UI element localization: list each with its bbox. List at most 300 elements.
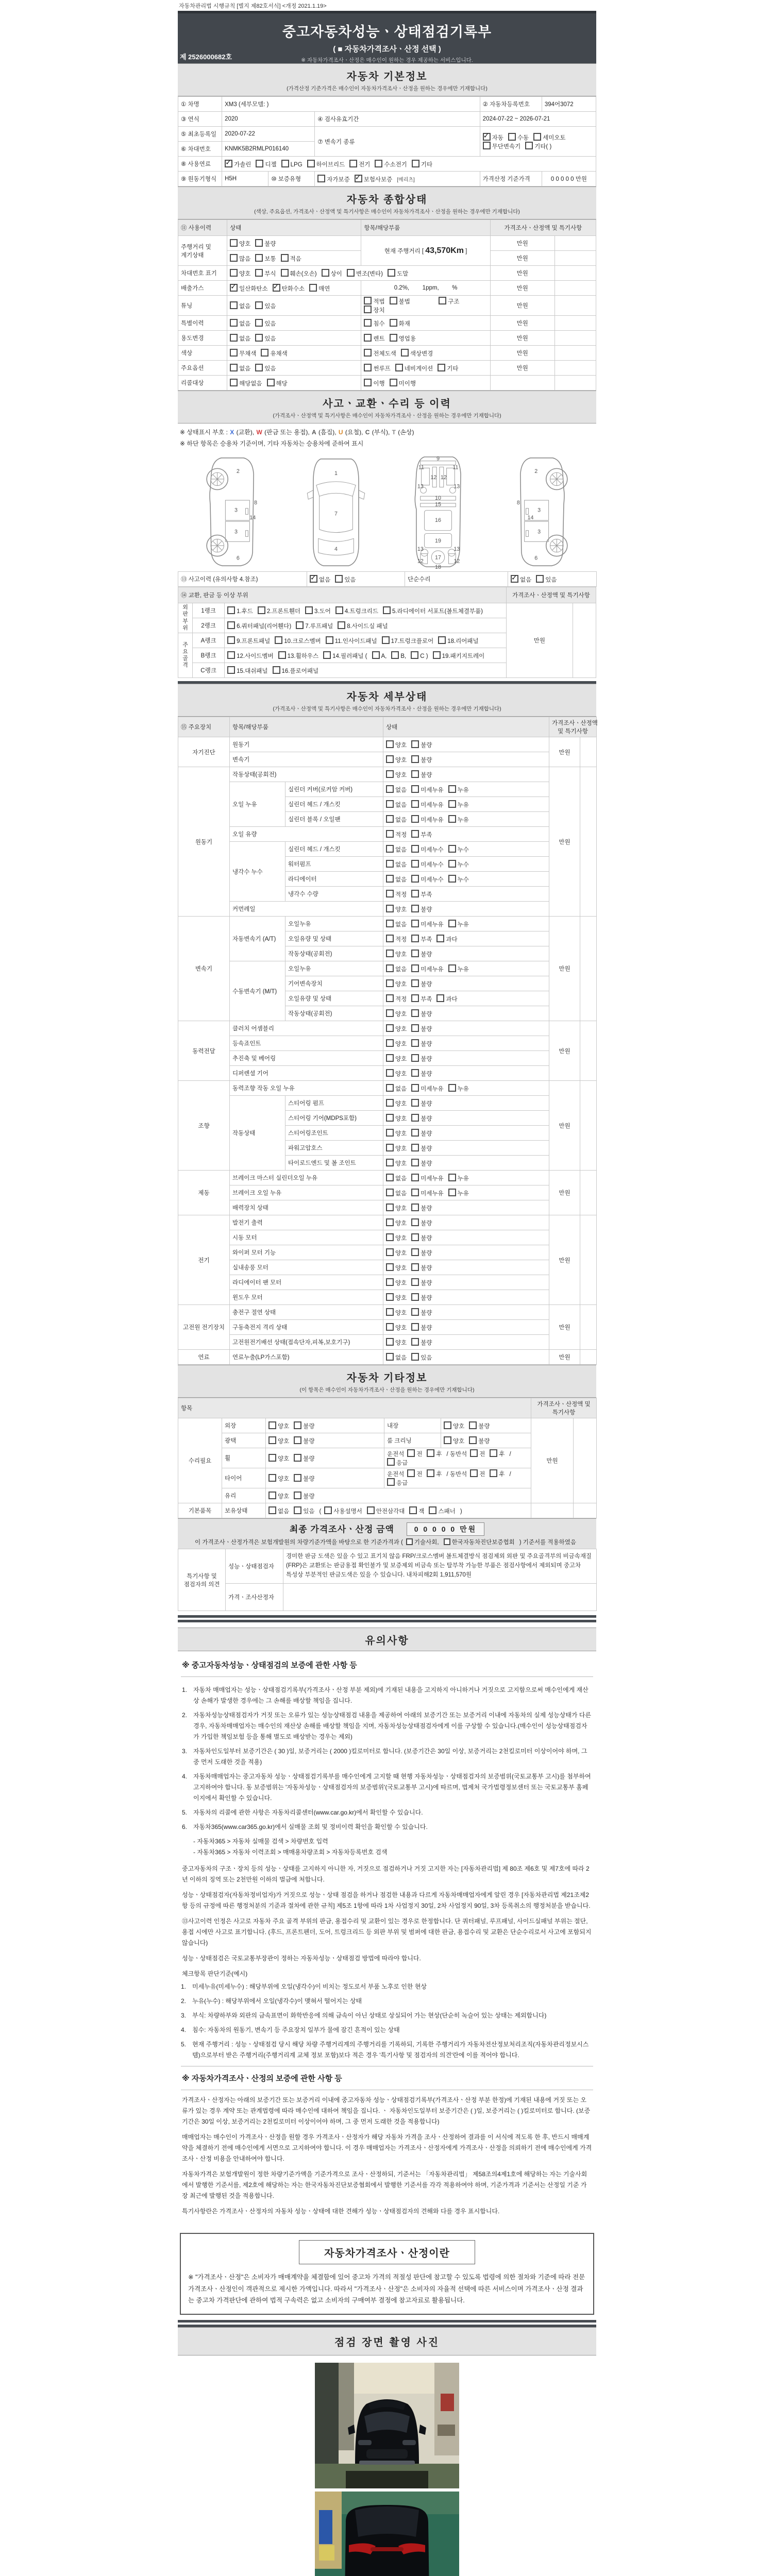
checkbox-option[interactable] [255,364,276,372]
checkbox-option[interactable] [411,1144,432,1153]
checkbox-checked-icon[interactable] [355,175,362,182]
checkbox-icon[interactable] [411,860,419,868]
checkbox-option[interactable] [411,1189,443,1197]
checkbox-icon[interactable] [386,1338,394,1346]
checkbox-icon[interactable] [448,964,456,972]
checkbox-icon[interactable] [386,1189,394,1196]
checkbox-icon[interactable] [347,269,355,277]
checkbox-option[interactable] [448,860,469,869]
checkbox-icon[interactable] [294,1492,301,1499]
checkbox-option[interactable] [307,160,345,168]
checkbox-checked-icon[interactable] [310,575,317,583]
checkbox-icon[interactable] [364,319,372,327]
checkbox-option[interactable] [411,1293,432,1302]
checkbox-option[interactable] [386,785,407,794]
checkbox-icon[interactable] [386,785,394,793]
checkbox-option[interactable] [230,334,250,343]
checkbox-icon[interactable] [278,651,286,659]
checkbox-icon[interactable] [448,875,456,883]
checkbox-icon[interactable] [323,651,331,659]
checkbox-option[interactable] [230,269,250,278]
checkbox-option[interactable] [483,142,521,150]
checkbox-option[interactable] [386,905,407,913]
checkbox-icon[interactable] [490,1449,497,1457]
checkbox-icon[interactable] [411,1263,419,1271]
checkbox-icon[interactable] [469,1421,477,1429]
checkbox-option[interactable] [511,575,531,584]
checkbox-option[interactable] [411,1174,443,1182]
checkbox-icon[interactable] [227,651,235,659]
checkbox-option[interactable] [294,1506,314,1515]
checkbox-icon[interactable] [294,1421,301,1429]
checkbox-option[interactable] [268,1506,289,1515]
checkbox-icon[interactable] [375,160,382,167]
checkbox-icon[interactable] [411,815,419,823]
checkbox-option[interactable] [411,830,432,839]
checkbox-icon[interactable] [411,800,419,808]
checkbox-icon[interactable] [411,1248,419,1256]
checkbox-icon[interactable] [364,379,372,386]
checkbox-option[interactable] [436,994,457,1003]
checkbox-option[interactable] [438,636,478,645]
checkbox-icon[interactable] [390,297,397,304]
checkbox-icon[interactable] [444,1421,451,1429]
checkbox-icon[interactable] [411,994,419,1002]
checkbox-icon[interactable] [386,950,394,957]
checkbox-icon[interactable] [411,890,419,897]
checkbox-icon[interactable] [411,1189,419,1196]
checkbox-option[interactable] [390,319,410,328]
checkbox-option[interactable] [411,994,432,1003]
checkbox-option[interactable] [386,964,407,973]
checkbox-option[interactable] [281,160,303,168]
checkbox-icon[interactable] [267,379,275,386]
checkbox-icon[interactable] [438,636,446,644]
checkbox-icon[interactable] [386,964,394,972]
checkbox-icon[interactable] [386,1218,394,1226]
checkbox-option[interactable] [386,1233,407,1242]
checkbox-option[interactable] [411,1024,432,1033]
checkbox-icon[interactable] [261,349,268,357]
checkbox-option[interactable] [386,1263,407,1272]
checkbox-icon[interactable] [411,845,419,853]
checkbox-option[interactable] [258,606,300,615]
checkbox-option[interactable] [386,1054,407,1063]
checkbox-option[interactable] [386,1189,407,1197]
checkbox-option[interactable] [390,379,416,387]
checkbox-icon[interactable] [411,1218,419,1226]
checkbox-option[interactable] [386,935,407,943]
checkbox-icon[interactable] [386,875,394,883]
checkbox-icon[interactable] [364,364,372,371]
checkbox-option[interactable] [372,651,387,659]
checkbox-icon[interactable] [256,160,263,167]
checkbox-icon[interactable] [411,1054,419,1062]
checkbox-option[interactable] [335,606,378,615]
checkbox-icon[interactable] [364,306,372,313]
checkbox-option[interactable] [411,1114,432,1123]
checkbox-option[interactable] [255,319,276,328]
checkbox-option[interactable] [324,1506,362,1515]
checkbox-option[interactable] [261,349,287,358]
checkbox-option[interactable] [386,920,407,928]
checkbox-option[interactable] [364,364,390,372]
checkbox-option[interactable] [395,364,433,372]
checkbox-icon[interactable] [448,920,456,927]
checkbox-option[interactable] [436,935,457,943]
checkbox-icon[interactable] [386,830,394,838]
checkbox-icon[interactable] [412,160,419,167]
checkbox-option[interactable] [386,994,407,1003]
checkbox-icon[interactable] [411,1039,419,1047]
checkbox-option[interactable] [294,1454,314,1463]
checkbox-option[interactable] [275,636,321,645]
checkbox-option[interactable] [406,1538,439,1546]
checkbox-icon[interactable] [230,349,238,357]
checkbox-icon[interactable] [411,740,419,748]
checkbox-option[interactable] [268,1454,289,1463]
checkbox-option[interactable] [225,160,251,168]
checkbox-option[interactable] [411,1039,432,1048]
checkbox-icon[interactable] [409,1506,417,1514]
checkbox-option[interactable] [386,1039,407,1048]
checkbox-option[interactable] [383,606,483,615]
checkbox-icon[interactable] [367,1506,375,1514]
checkbox-icon[interactable] [448,860,456,868]
checkbox-icon[interactable] [411,1233,419,1241]
checkbox-icon[interactable] [390,319,397,327]
checkbox-option[interactable] [230,349,256,358]
checkbox-icon[interactable] [411,1114,419,1122]
checkbox-option[interactable] [444,1538,515,1546]
checkbox-option[interactable] [322,269,342,278]
checkbox-option[interactable] [411,1323,432,1332]
checkbox-option[interactable] [411,905,432,913]
checkbox-option[interactable] [281,254,301,263]
checkbox-option[interactable] [386,1129,407,1138]
checkbox-option[interactable] [375,160,407,168]
checkbox-option[interactable] [273,284,305,293]
checkbox-option[interactable] [386,1338,407,1347]
checkbox-option[interactable] [255,254,276,263]
checkbox-icon[interactable] [386,994,394,1002]
checkbox-icon[interactable] [444,1538,450,1545]
checkbox-icon[interactable] [386,979,394,987]
checkbox-icon[interactable] [255,269,263,277]
checkbox-icon[interactable] [427,1469,434,1477]
checkbox-icon[interactable] [294,1506,301,1514]
checkbox-icon[interactable] [388,269,395,277]
checkbox-option[interactable] [386,1114,407,1123]
checkbox-option[interactable] [386,1218,407,1227]
checkbox-icon[interactable] [281,269,289,277]
checkbox-option[interactable] [411,920,443,928]
checkbox-icon[interactable] [386,755,394,763]
checkbox-icon[interactable] [470,1449,478,1457]
checkbox-option[interactable] [386,815,407,824]
checkbox-option[interactable] [427,1469,442,1478]
checkbox-option[interactable] [255,239,276,248]
checkbox-icon[interactable] [364,297,372,304]
checkbox-option[interactable] [364,334,384,343]
checkbox-icon[interactable] [227,636,235,644]
checkbox-icon[interactable] [448,1189,456,1196]
checkbox-icon[interactable] [227,606,235,614]
checkbox-icon[interactable] [230,334,238,342]
checkbox-option[interactable] [411,1353,432,1362]
checkbox-icon[interactable] [433,651,441,659]
checkbox-option[interactable] [386,800,407,809]
checkbox-icon[interactable] [390,379,397,386]
checkbox-icon[interactable] [411,755,419,763]
checkbox-option[interactable] [411,860,443,869]
checkbox-option[interactable] [268,1436,289,1445]
checkbox-option[interactable] [533,133,565,142]
checkbox-option[interactable] [411,1009,432,1018]
checkbox-icon[interactable] [411,920,419,927]
checkbox-icon[interactable] [386,890,394,897]
checkbox-option[interactable] [470,1449,485,1458]
checkbox-icon[interactable] [411,935,419,942]
checkbox-icon[interactable] [525,142,533,149]
checkbox-option[interactable] [310,575,330,584]
checkbox-icon[interactable] [411,830,419,838]
checkbox-icon[interactable] [411,1323,419,1331]
checkbox-option[interactable] [411,1218,432,1227]
checkbox-option[interactable] [294,1492,314,1500]
checkbox-icon[interactable] [508,133,516,141]
checkbox-icon[interactable] [230,319,238,327]
checkbox-icon[interactable] [338,621,345,629]
checkbox-icon[interactable] [386,1144,394,1151]
checkbox-option[interactable] [386,1174,407,1182]
checkbox-checked-icon[interactable] [511,575,518,583]
checkbox-icon[interactable] [230,379,238,386]
checkbox-icon[interactable] [386,1069,394,1077]
checkbox-option[interactable] [386,1323,407,1332]
checkbox-icon[interactable] [439,297,446,304]
checkbox-icon[interactable] [386,1204,394,1211]
checkbox-option[interactable] [294,1474,314,1483]
checkbox-icon[interactable] [429,1506,436,1514]
checkbox-option[interactable] [386,845,407,854]
checkbox-icon[interactable] [411,875,419,883]
checkbox-option[interactable] [433,651,485,660]
checkbox-icon[interactable] [448,815,456,823]
checkbox-icon[interactable] [386,935,394,942]
checkbox-option[interactable] [386,1204,407,1212]
checkbox-option[interactable] [409,1506,424,1515]
checkbox-option[interactable] [448,1174,469,1182]
checkbox-icon[interactable] [296,621,304,629]
checkbox-option[interactable] [364,319,384,328]
checkbox-icon[interactable] [386,1024,394,1032]
checkbox-option[interactable] [386,1084,407,1093]
checkbox-option[interactable] [469,1421,490,1430]
checkbox-option[interactable] [490,1469,505,1478]
checkbox-icon[interactable] [411,1099,419,1107]
checkbox-option[interactable] [230,379,262,387]
checkbox-icon[interactable] [411,905,419,912]
checkbox-icon[interactable] [335,575,343,583]
checkbox-option[interactable] [448,1189,469,1197]
checkbox-option[interactable] [364,297,384,306]
checkbox-icon[interactable] [386,1174,394,1181]
checkbox-option[interactable] [255,334,276,343]
checkbox-option[interactable] [386,1278,407,1287]
checkbox-option[interactable] [411,1263,432,1272]
checkbox-icon[interactable] [386,905,394,912]
checkbox-icon[interactable] [411,979,419,987]
checkbox-icon[interactable] [382,636,390,644]
checkbox-icon[interactable] [411,1353,419,1361]
checkbox-option[interactable] [294,1436,314,1445]
checkbox-icon[interactable] [364,334,372,342]
checkbox-icon[interactable] [407,1469,415,1477]
checkbox-option[interactable] [386,950,407,958]
checkbox-icon[interactable] [427,1449,434,1457]
checkbox-icon[interactable] [411,1159,419,1166]
checkbox-option[interactable] [411,1233,432,1242]
checkbox-icon[interactable] [436,935,444,942]
checkbox-option[interactable] [411,1129,432,1138]
checkbox-icon[interactable] [411,964,419,972]
checkbox-option[interactable] [536,575,557,584]
checkbox-icon[interactable] [411,770,419,778]
checkbox-icon[interactable] [391,651,399,659]
checkbox-icon[interactable] [258,606,265,614]
checkbox-option[interactable] [407,1449,422,1458]
checkbox-icon[interactable] [386,920,394,927]
checkbox-icon[interactable] [387,1478,395,1486]
checkbox-option[interactable] [386,770,407,779]
checkbox-icon[interactable] [268,1492,276,1499]
checkbox-icon[interactable] [386,1129,394,1137]
checkbox-icon[interactable] [411,950,419,957]
checkbox-option[interactable] [438,364,458,372]
checkbox-icon[interactable] [386,1009,394,1017]
checkbox-icon[interactable] [386,1323,394,1331]
checkbox-icon[interactable] [411,1084,419,1092]
checkbox-option[interactable] [326,636,377,645]
checkbox-option[interactable] [230,364,250,372]
checkbox-option[interactable] [411,979,432,988]
checkbox-option[interactable] [386,830,407,839]
checkbox-option[interactable] [429,1506,455,1515]
checkbox-icon[interactable] [281,160,289,167]
checkbox-icon[interactable] [268,1506,276,1514]
checkbox-option[interactable] [390,297,410,306]
checkbox-option[interactable] [388,269,408,278]
checkbox-option[interactable] [386,755,407,764]
checkbox-icon[interactable] [536,575,544,583]
checkbox-option[interactable] [386,1293,407,1302]
checkbox-icon[interactable] [230,239,238,247]
checkbox-option[interactable] [411,1099,432,1108]
checkbox-icon[interactable] [227,666,235,674]
checkbox-icon[interactable] [383,606,391,614]
checkbox-icon[interactable] [386,770,394,778]
checkbox-icon[interactable] [268,1436,276,1444]
checkbox-icon[interactable] [307,160,315,167]
checkbox-icon[interactable] [411,1129,419,1137]
checkbox-option[interactable] [273,666,319,675]
checkbox-icon[interactable] [386,1293,394,1301]
checkbox-icon[interactable] [255,254,263,262]
checkbox-option[interactable] [439,297,459,306]
checkbox-icon[interactable] [411,1174,419,1181]
checkbox-icon[interactable] [411,1069,419,1077]
checkbox-checked-icon[interactable] [225,160,232,167]
checkbox-icon[interactable] [386,1084,394,1092]
checkbox-option[interactable] [387,1458,408,1467]
checkbox-option[interactable] [391,651,406,659]
checkbox-icon[interactable] [411,785,419,793]
checkbox-option[interactable] [390,334,416,343]
checkbox-option[interactable] [448,1084,469,1093]
checkbox-option[interactable] [386,1024,407,1033]
checkbox-option[interactable] [411,815,443,824]
checkbox-icon[interactable] [469,1436,477,1444]
checkbox-option[interactable] [335,575,356,584]
checkbox-icon[interactable] [324,1506,332,1514]
checkbox-option[interactable] [230,239,250,248]
checkbox-option[interactable] [323,651,367,660]
checkbox-icon[interactable] [448,845,456,853]
checkbox-icon[interactable] [411,1338,419,1346]
checkbox-option[interactable] [448,785,469,794]
checkbox-option[interactable] [386,1069,407,1078]
checkbox-option[interactable] [448,964,469,973]
checkbox-option[interactable] [347,269,383,278]
checkbox-option[interactable] [256,160,276,168]
checkbox-icon[interactable] [309,284,317,292]
checkbox-option[interactable] [305,606,331,615]
checkbox-option[interactable] [448,800,469,809]
checkbox-icon[interactable] [406,1538,413,1545]
checkbox-option[interactable] [412,160,432,168]
checkbox-icon[interactable] [411,1009,419,1017]
checkbox-icon[interactable] [448,785,456,793]
checkbox-option[interactable] [386,1099,407,1108]
checkbox-icon[interactable] [335,606,343,614]
checkbox-option[interactable] [230,319,250,328]
checkbox-icon[interactable] [294,1436,301,1444]
checkbox-option[interactable] [411,1338,432,1347]
checkbox-icon[interactable] [255,301,263,309]
checkbox-icon[interactable] [395,364,403,371]
checkbox-option[interactable] [230,284,268,293]
checkbox-option[interactable] [525,142,551,150]
checkbox-option[interactable] [508,133,529,142]
checkbox-option[interactable] [386,1159,407,1167]
checkbox-option[interactable] [386,1308,407,1317]
checkbox-option[interactable] [411,1084,443,1093]
checkbox-icon[interactable] [326,636,333,644]
checkbox-icon[interactable] [386,1278,394,1286]
checkbox-icon[interactable] [255,364,263,371]
checkbox-option[interactable] [448,845,469,854]
checkbox-icon[interactable] [255,239,263,247]
checkbox-option[interactable] [338,621,388,630]
checkbox-option[interactable] [227,666,267,675]
checkbox-option[interactable] [309,284,330,293]
checkbox-option[interactable] [382,636,434,645]
checkbox-icon[interactable] [483,142,491,149]
checkbox-option[interactable] [411,770,432,779]
checkbox-option[interactable] [411,1248,432,1257]
checkbox-option[interactable] [386,1353,407,1362]
